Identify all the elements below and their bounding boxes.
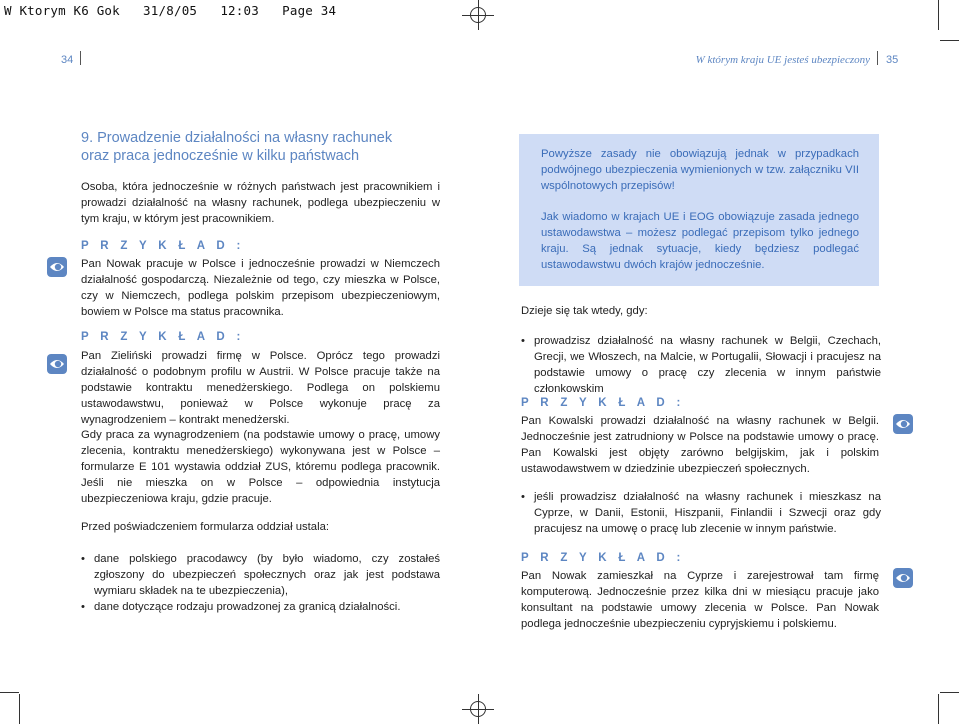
example4-text: Pan Nowak zamieszkał na Cyprze i zarejestrował tam firmę komputerową. Jednocześnie przez kilka dni w miesiącu pracuje jako konsultant na podstawie umowy zlecenia w Polsce. Pan Nowak podlega jednocześnie ubezpieczeniu cypryjskiemu i polskiemu. xyxy=(521,570,879,630)
running-title: W którym kraju UE jesteś ubezpieczony xyxy=(695,54,870,66)
right-page-number: 35 xyxy=(886,54,899,66)
eye-icon xyxy=(47,354,67,374)
lead-paragraph: Dzieje się tak wtedy, gdy: xyxy=(521,305,648,317)
header-divider-right xyxy=(877,51,878,65)
header-divider-left xyxy=(80,51,81,65)
example2-label: P R Z Y K Ł A D : xyxy=(81,331,245,343)
intro-paragraph: Osoba, która jednocześnie w różnych państwach jest pracownikiem i prowadzi działalność na własny rachunek, podlega ubezpieczeniu w tym kraju, w którym jest pracownikiem. xyxy=(81,181,440,225)
right-bullet-list-1 xyxy=(521,333,881,397)
section-title-line2: oraz praca jednocześnie w kilku państwach xyxy=(81,148,360,164)
section-title-line1: 9. Prowadzenie działalności na własny rachunek xyxy=(81,130,393,146)
list-item: • prowadzisz działalność na własny rachunek w Belgii, Czechach, Grecji, we Włoszech, na Malcie, w Portugalii, Słowacji i pracujesz na podstawie umowy o pracę czy zlecenia w innym państwie członkowskim xyxy=(521,333,881,397)
left-page-number: 34 xyxy=(61,54,74,66)
crop-mark-right-bottom xyxy=(940,692,959,693)
example3-text: Pan Kowalski prowadzi działalność na własny rachunek w Belgii. Jednocześnie jest zatrudniony w Polsce na podstawie umowy o pracę. Pan Kowalski jest objęty zarówno belgijskim, jak i polskim ustawodawstwem w dziedzinie ubezpieczeń społecznych. xyxy=(521,415,879,475)
crop-mark-bottom-left xyxy=(19,694,20,724)
eye-icon xyxy=(893,568,913,588)
crop-mark-bottom-right xyxy=(938,694,939,724)
note-paragraph-1: Powyższe zasady nie obowiązują jednak w przypadkach podwójnego ubezpieczenia wymienionych w tzw. załączniku VII wspólnotowych przepisów! xyxy=(541,148,859,192)
right-bullet-list-2 xyxy=(521,489,881,537)
note-box xyxy=(519,134,879,286)
list-item: • dane dotyczące rodzaju prowadzonej za granicą działalności. xyxy=(81,599,440,615)
crop-mark-left-bottom xyxy=(0,692,19,693)
note-paragraph-2: Jak wiadomo w krajach UE i EOG obowiązuje zasada jednego ustawodawstwa – możesz podlegać przepisom tylko jednego kraju. Są jednak sytuacje, kiedy będziesz podlegać ustawodawstwu dwóch krajów jednocześnie. xyxy=(541,211,859,271)
left-bullet-list xyxy=(81,551,440,615)
section-title xyxy=(81,129,481,165)
eye-icon xyxy=(893,414,913,434)
example3-label: P R Z Y K Ł A D : xyxy=(521,397,685,409)
before-paragraph: Przed poświadczeniem formularza oddział ustala: xyxy=(81,521,330,533)
crop-mark-top-right xyxy=(938,0,939,30)
list-item: • jeśli prowadzisz działalność na własny rachunek i mieszkasz na Cyprze, w Danii, Estonii, Hiszpanii, Finlandii i Szwecji oraz gdy pracujesz na umowę o pracę lub zlecenie w innym państwie. xyxy=(521,489,881,537)
example1-label: P R Z Y K Ł A D : xyxy=(81,240,245,252)
registration-mark-top xyxy=(470,7,486,23)
list-item: • dane polskiego pracodawcy (by było wiadomo, czy zostałeś zgłoszony do ubezpieczeń społecznych oraz jak jest podstawa wymiaru składek na te ubezpieczenia), xyxy=(81,551,440,599)
contract-paragraph: Gdy praca za wynagrodzeniem (na podstawie umowy o pracę, umowy zlecenia, kontraktu menedżerskiego) wykonywana jest w Polsce – formularze E 101 wystawia oddział ZUS, któremu podlega pracownik. Jeśli nie mieszka on w Polsce – odpowiednia instytucja ubezpieczeniowa kraju, gdzie pracuje. xyxy=(81,429,440,505)
example1-text: Pan Nowak pracuje w Polsce i jednocześnie prowadzi w Niemczech działalność gospodarczą. Niezależnie od tego, czy mieszka w Polsce, czy w Niemczech, podlega polskim przepisom ubezpieczeniowym, bowiem w Polsce ma status pracownika. xyxy=(81,258,440,318)
print-slug: W Ktorym K6 Gok 31/8/05 12:03 Page 34 xyxy=(4,3,337,18)
example4-label: P R Z Y K Ł A D : xyxy=(521,552,685,564)
crop-mark-right-top xyxy=(940,40,959,41)
registration-mark-bottom xyxy=(470,701,486,717)
eye-icon xyxy=(47,257,67,277)
example2-text: Pan Zieliński prowadzi firmę w Polsce. Oprócz tego prowadzi działalność o podobnym profilu w Austrii. W Polsce pracuje także na podstawie kontraktu menedżerskiego. Podlega on polskiemu ustawodawstwu, ponieważ w Polsce wykonuje pracę za wynagrodzeniem – kontrakt menedżerski. xyxy=(81,350,440,426)
